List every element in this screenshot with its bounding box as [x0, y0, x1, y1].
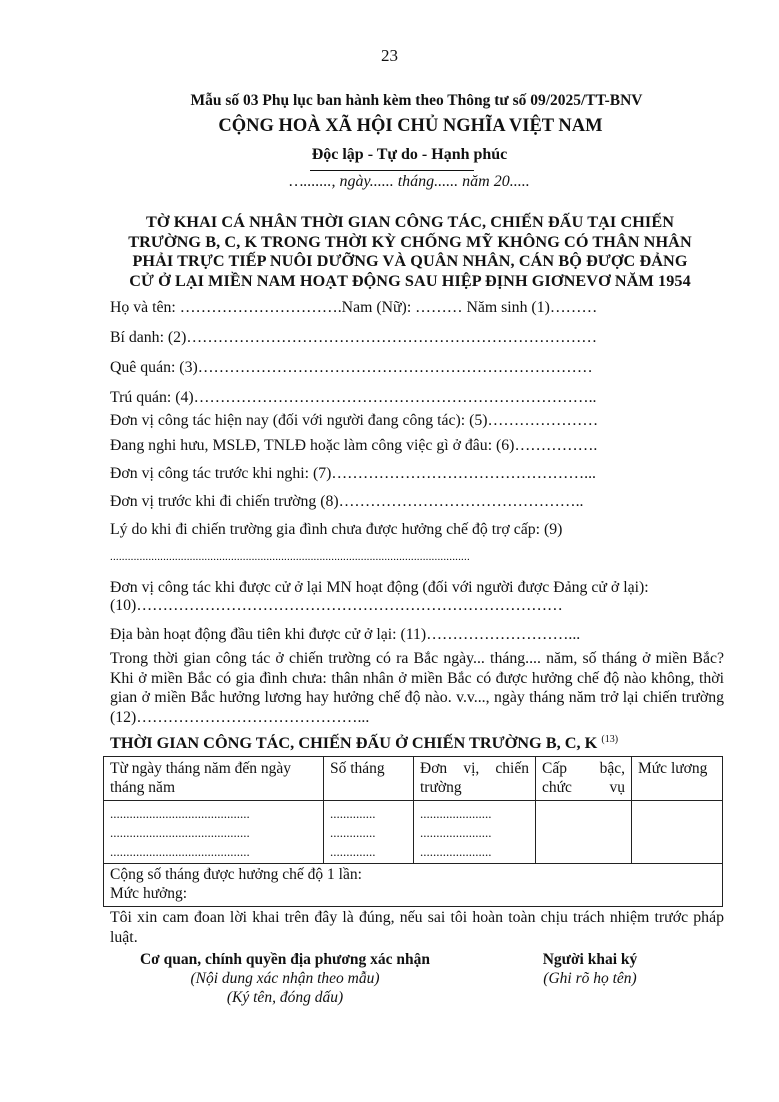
current-unit-field[interactable]: Đơn vị công tác hiện nay (đối với người đang công tác): (5)…………………: [110, 412, 599, 429]
unit-cell[interactable]: [414, 801, 536, 864]
unit-blank[interactable]: ......................: [420, 806, 492, 821]
motto-underline: [310, 170, 474, 171]
table-summary-row: [104, 864, 723, 907]
period-blank[interactable]: ...........................................: [110, 825, 250, 840]
header-rank: Cấp bậc, chức vụ: [536, 757, 632, 801]
months-blank[interactable]: ..............: [330, 806, 376, 821]
salary-cell[interactable]: [632, 801, 723, 864]
form-reference: Mẫu số 03 Phụ lục ban hành kèm theo Thông tư số 09/2025/TT-BNV: [190, 92, 643, 109]
first-area-field[interactable]: Địa bàn hoạt động đầu tiên khi được cử ở lại: (11)………………………...: [110, 626, 581, 643]
unit-blank[interactable]: ......................: [420, 825, 492, 840]
unit-blank[interactable]: ......................: [420, 844, 492, 859]
hometown-field[interactable]: Quê quán: (3)…………………………………………………………………: [110, 359, 593, 376]
period-blank[interactable]: ...........................................: [110, 806, 250, 821]
authority-note: (Nội dung xác nhận theo mẫu): [190, 970, 380, 987]
header-unit: Đơn vị, chiến trường: [414, 757, 536, 801]
table-row: [104, 801, 723, 864]
section-title: [110, 733, 618, 753]
declarant-title: Người khai ký: [542, 951, 638, 968]
declarant-note: (Ghi rõ họ tên): [543, 970, 637, 987]
motto: Độc lập - Tự do - Hạnh phúc: [311, 146, 508, 163]
header-months: Số tháng: [324, 757, 414, 801]
signature-block-authority: [125, 950, 445, 1007]
months-blank[interactable]: ..............: [330, 825, 376, 840]
document-title: [100, 213, 720, 291]
signature-block-declarant: [515, 950, 665, 988]
months-cell[interactable]: [324, 801, 414, 864]
table-header-row: [104, 757, 723, 801]
reason-label: Lý do khi đi chiến trường gia đình chưa được hưởng chế độ trợ cấp: (9): [110, 521, 563, 538]
title-line: PHẢI TRỰC TIẾP NUÔI DƯỠNG VÀ QUÂN NHÂN, CÁN BỘ ĐƯỢC ĐẢNG: [132, 252, 688, 270]
months-blank[interactable]: ..............: [330, 844, 376, 859]
work-period-table: [103, 756, 723, 907]
header-period: Từ ngày tháng năm đến ngày tháng năm: [104, 757, 324, 801]
authority-stamp-note: (Ký tên, đóng dấu): [226, 989, 344, 1006]
rank-cell[interactable]: [536, 801, 632, 864]
residence-field[interactable]: Trú quán: (4)…………………………………………………………………..: [110, 389, 597, 406]
pledge-statement: Tôi xin cam đoan lời khai trên đây là đúng, nếu sai tôi hoàn toàn chịu trách nhiệm trước pháp luật.: [110, 909, 724, 946]
period-blank[interactable]: ...........................................: [110, 844, 250, 859]
summary-rate[interactable]: Mức hưởng:: [110, 885, 188, 902]
retired-status-field[interactable]: Đang nghi hưu, MSLĐ, TNLĐ hoặc làm công việc gì ở đâu: (6)…………….: [110, 437, 598, 454]
unit-south-field[interactable]: (10)………………………………………………………………………: [110, 597, 563, 614]
title-line: TRƯỜNG B, C, K TRONG THỜI KỲ CHỐNG MỸ KHÔNG CÓ THÂN NHÂN: [128, 232, 692, 251]
header-salary: Mức lương: [632, 757, 723, 801]
footnote-marker: (13): [601, 734, 619, 745]
title-line: TỜ KHAI CÁ NHÂN THỜI GIAN CÔNG TÁC, CHIẾN ĐẤU TẠI CHIẾN: [145, 213, 675, 231]
date-line: …......., ngày...... tháng...... năm 20.....: [289, 173, 530, 190]
page-number: 23: [381, 46, 398, 65]
unit-before-battlefield-field[interactable]: Đơn vị trước khi đi chiến trường (8)………………………………………..: [110, 493, 584, 510]
authority-title: Cơ quan, chính quyền địa phương xác nhận: [139, 951, 431, 968]
republic-heading: CỘNG HOÀ XÃ HỘI CHỦ NGHĨA VIỆT NAM: [218, 116, 603, 136]
summary-total-months[interactable]: Cộng số tháng được hưởng chế độ 1 lần:: [110, 866, 362, 883]
section-title-text: THỜI GIAN CÔNG TÁC, CHIẾN ĐẤU Ở CHIẾN TRƯỜNG B, C, K: [110, 733, 598, 752]
unit-before-retire-field[interactable]: Đơn vị công tác trước khi nghi: (7)…………………………………………...: [110, 465, 596, 482]
period-cell[interactable]: [104, 801, 324, 864]
full-name-field[interactable]: Họ và tên: ………………………….Nam (Nữ): ……… Năm sinh (1)………: [110, 299, 598, 316]
alias-field[interactable]: Bí danh: (2)……………………………………………………………………: [110, 329, 598, 346]
title-line: CỬ Ở LẠI MIỀN NAM HOẠT ĐỘNG SAU HIỆP ĐỊNH GIƠNEVƠ NĂM 1954: [129, 271, 691, 290]
north-period-field[interactable]: Trong thời gian công tác ở chiến trường có ra Bắc ngày... tháng.... năm, số tháng ở miền Bắc? Khi ở miền Bắc có gia đình chưa: thân nhân ở miền Bắc có được hưởng chế độ nào không, thời gian ở miền Bắc hưởng lương hay hưởng chế độ nào. v.v..., ngày tháng năm trở lại chiến trường (12)……………………………………...: [110, 650, 724, 726]
summary-cell: [104, 864, 723, 907]
unit-south-label: Đơn vị công tác khi được cử ở lại MN hoạt động (đối với người được Đảng cử ở lại):: [110, 579, 649, 596]
reason-field[interactable]: ..........................................................................................................................: [110, 551, 470, 563]
